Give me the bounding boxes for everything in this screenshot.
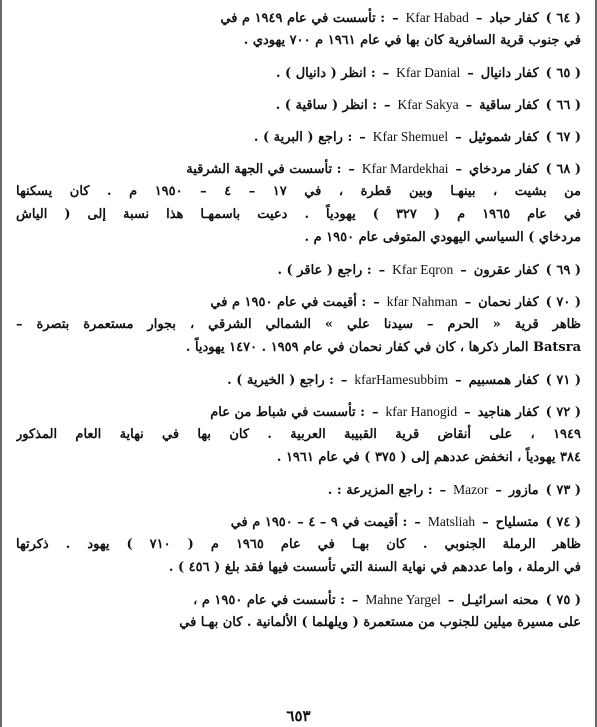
entry-body-line: في الرملة ، واما عددهم في نهاية السنة التي تأسست فيها فقد بلغ ( ٤٥٦ ) . xyxy=(168,560,581,575)
entry-dash: – xyxy=(467,66,474,81)
entry xyxy=(16,588,581,634)
entry xyxy=(16,157,581,249)
entry-dash: – xyxy=(439,483,447,498)
entry-body-line: ١٩٤٩ ، على أنقاض قرية القبيبة العربية . كان بها في نهاية العام المذكور xyxy=(16,427,581,442)
entry xyxy=(16,125,581,148)
entry xyxy=(16,6,581,52)
entry-dash: – xyxy=(465,98,473,113)
entry xyxy=(16,368,581,391)
entry-heading-text: : أقيمت في عام ١٩٥٠ م في xyxy=(210,295,367,310)
entry-heading-text: : راجع المزيرعة : . xyxy=(327,483,433,498)
entry-dash: – xyxy=(414,515,421,530)
entry-title: كفار شموئيل xyxy=(468,130,539,145)
page-number: ٦٥٣ xyxy=(286,707,311,725)
entry-body-line: ظاهر قرية « الحرم – سيدنا علي » الشمالي الشرقي ، بجوار مستعمرة بتصرة – xyxy=(16,317,581,332)
entry-title: كفار عقرون xyxy=(473,263,539,278)
entry-dash: – xyxy=(464,405,471,420)
entry-heading-text: : تأسست في عام ١٩٥٠ م ، xyxy=(193,593,345,608)
entry-number: ( ٧٠ ) xyxy=(545,295,581,310)
entry-heading-text: : انظر ( دانيال ) . xyxy=(276,66,376,81)
entry-dash: – xyxy=(373,295,380,310)
entry-heading-line xyxy=(16,157,581,180)
entry-latin-name: Kfar Sakya xyxy=(397,97,459,112)
entry xyxy=(16,290,581,359)
entry-latin-name: kfar Hanogid xyxy=(385,404,458,419)
entry-latin-name: Kfar Shemuel xyxy=(372,129,449,144)
entry-latin-name: Mahne Yargel xyxy=(365,592,441,607)
entry xyxy=(16,93,581,116)
entry-title: كفار همسبيم xyxy=(468,373,539,388)
entry-body-line: ظاهر الرملة الجنوبي . كان بهـا في عام ١٩٦٥ م ( ٧١٠ ) يهود . ذكرتها xyxy=(16,537,581,552)
entry-title: كفار دانيال xyxy=(480,66,539,81)
entry-number: ( ٧٣ ) xyxy=(545,483,581,498)
entry-heading-text: : راجع ( البرية ) . xyxy=(253,130,353,145)
entry-dash: – xyxy=(348,162,355,177)
entry xyxy=(16,258,581,281)
entry-dash: – xyxy=(455,130,462,145)
entry-heading-line xyxy=(16,61,581,84)
entry-latin-name: Kfar Habad xyxy=(405,10,469,25)
entry xyxy=(16,400,581,469)
entry-body-line: Batsra المار ذكرها ، كان في كفار نحمان في عام ١٩٥٩ . ١٤٧٠ يهودياً . xyxy=(185,340,581,355)
entry-dash: – xyxy=(359,130,366,145)
entry-heading-line xyxy=(16,478,581,501)
entry-title: متسلياح xyxy=(495,515,539,530)
entry-number: ( ٦٥ ) xyxy=(545,66,581,81)
entry-dash: – xyxy=(371,405,379,420)
entry-heading-line xyxy=(16,368,581,391)
entry-number: ( ٦٤ ) xyxy=(545,11,581,26)
entry-number: ( ٦٧ ) xyxy=(545,130,581,145)
entry-number: ( ٧٢ ) xyxy=(545,405,581,420)
entry-body-line: في جنوب قرية السافرية كان بها في عام ١٩٦١ م ٧٠٠ يهودي . xyxy=(243,33,581,48)
entry-heading-text: : راجع ( الخيرية ) . xyxy=(227,373,334,388)
entry-title: كفار مردخاي xyxy=(469,162,539,177)
entry-heading-line xyxy=(16,6,581,29)
entry xyxy=(16,510,581,579)
entry-dash: – xyxy=(475,11,483,26)
entry-title: كفار ساقية xyxy=(479,98,539,113)
entry-dash: – xyxy=(378,263,386,278)
entries-list xyxy=(16,6,581,643)
entry-heading-text: : تأسست في شباط من عام xyxy=(210,405,365,420)
entry-heading-text: : راجع ( عاقر ) . xyxy=(277,263,372,278)
entry-heading-line xyxy=(16,588,581,611)
entry-dash: – xyxy=(455,373,462,388)
entry-number: ( ٦٦ ) xyxy=(545,98,581,113)
entry xyxy=(16,478,581,501)
entry-title: كفار نحمان xyxy=(478,295,539,310)
entry-latin-name: Kfar Danial xyxy=(396,65,461,80)
entry-latin-name: Matsliah xyxy=(427,514,476,529)
entry-latin-name: kfar Nahman xyxy=(386,294,458,309)
entry-heading-line xyxy=(16,125,581,148)
entry-dash: – xyxy=(464,295,472,310)
entry-heading-line xyxy=(16,290,581,313)
entry xyxy=(16,61,581,84)
entry-latin-name: Kfar Mardekhai xyxy=(361,161,449,176)
entry-dash: – xyxy=(460,263,467,278)
entry-body-line: من بشيت ، بينهـا وبين قطرة ، في ١٧ – ٤ – ١٩٥٠ م . كان يسكنها xyxy=(16,184,581,199)
entry-body-line: ٣٨٤ يهودياً ، انخفض عددهم إلى ( ٣٧٥ ) في عام ١٩٦١ . xyxy=(276,450,581,465)
entry-title: كفار هناجيد xyxy=(477,405,539,420)
entry-body-line: في عام ١٩٦٥ م ( ٣٢٧ ) يهودياً . دعيت باسمهـا هذا نسبة إلى ( الياش xyxy=(16,207,581,222)
entry-body-line: على مسيرة ميلين للجنوب من مستعمرة ( ويلهلما ) الألمانية . كان بهـا في xyxy=(179,615,581,630)
entry-heading-text: : انظر ( ساقية ) . xyxy=(275,98,378,113)
entry-dash: – xyxy=(384,98,391,113)
entry-dash: – xyxy=(495,483,502,498)
entry-heading-text: : تأسست في الجهة الشرقية xyxy=(186,162,342,177)
entry-title: مازور xyxy=(508,483,539,498)
entry-heading-text: : أقيمت في ٩ – ٤ – ١٩٥٠ م في xyxy=(230,515,408,530)
entry-number: ( ٧١ ) xyxy=(545,373,581,388)
entry-heading-line xyxy=(16,93,581,116)
entry-latin-name: kfarHamesubbim xyxy=(354,372,449,387)
entry-number: ( ٦٨ ) xyxy=(545,162,581,177)
entry-heading-line xyxy=(16,400,581,423)
entry-dash: – xyxy=(382,66,390,81)
entry-heading-text: : تأسست في عام ١٩٤٩ م في xyxy=(220,11,386,26)
entry-heading-line xyxy=(16,510,581,533)
entry-dash: – xyxy=(340,373,348,388)
entry-dash: – xyxy=(351,593,359,608)
entry-dash: – xyxy=(447,593,455,608)
entry-title: كفار حباد xyxy=(489,11,539,26)
entry-title: محنه اسرائيـل xyxy=(461,593,539,608)
entry-number: ( ٧٥ ) xyxy=(545,593,581,608)
entry-latin-name: Mazor xyxy=(453,482,489,497)
entry-number: ( ٦٩ ) xyxy=(545,263,581,278)
entry-dash: – xyxy=(455,162,463,177)
entry-heading-line xyxy=(16,258,581,281)
entry-dash: – xyxy=(482,515,489,530)
entry-body-line: مردخاي ) السياسي اليهودي المتوفى عام ١٩٥٠ م . xyxy=(304,230,581,245)
entry-number: ( ٧٤ ) xyxy=(545,515,581,530)
entry-dash: – xyxy=(392,11,399,26)
entry-latin-name: Kfar Eqron xyxy=(392,262,454,277)
